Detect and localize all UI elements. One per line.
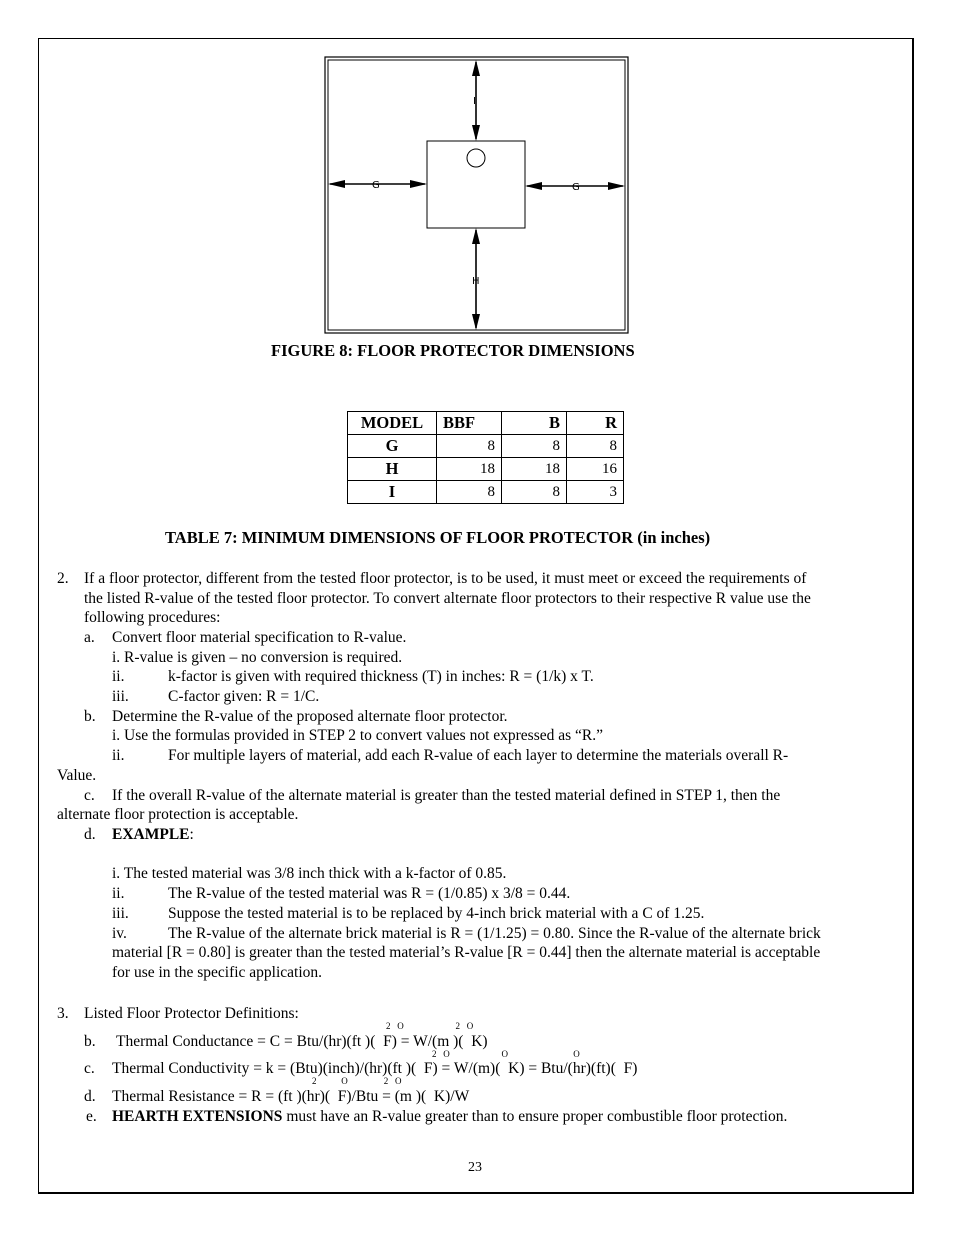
table-cell-model: G <box>348 435 437 458</box>
section-2-line: If a floor protector, different from the tested floor protector, is to be used, it must meet or exceed the requirements of <box>84 570 807 587</box>
hearth-extensions-term: HEARTH EXTENSIONS <box>112 1108 283 1125</box>
item-d-iii-num: iii. <box>112 905 129 922</box>
floor-protector-diagram <box>324 56 630 336</box>
table-row <box>348 481 624 504</box>
definition-e-label: e. <box>86 1108 97 1125</box>
item-c-line1: If the overall R-value of the alternate material is greater than the tested material defined in STEP 1, then the <box>112 787 781 804</box>
table-cell: 16 <box>567 458 624 481</box>
definition-c-superscripts: 2 O O O <box>432 1049 580 1059</box>
dimension-label-bottom: H <box>472 276 480 287</box>
item-a-text: Convert floor material specification to R-value. <box>112 629 407 646</box>
dimension-label-top: I <box>473 96 476 107</box>
item-b-text: Determine the R-value of the proposed alternate floor protector. <box>112 708 508 725</box>
table-cell-model: H <box>348 458 437 481</box>
item-b-ii-line1: For multiple layers of material, add each R-value of each layer to determine the materials overall R- <box>168 747 789 764</box>
table-caption: TABLE 7: MINIMUM DIMENSIONS OF FLOOR PROTECTOR (in inches) <box>165 528 711 547</box>
definition-c-text: Thermal Conductivity = k = (Btu)(inch)/(hr)(ft )( F) = W/(m)( K) = Btu/(hr)(ft)( F) <box>112 1060 638 1077</box>
definition-e-text: must have an R-value greater than to ensure proper combustible floor protection. <box>282 1108 788 1125</box>
dimension-label-left: G <box>372 180 380 191</box>
item-d-iv-line2: material [R = 0.80] is greater than the tested material’s R-value [R = 0.44] then the alternate material is acceptable <box>112 944 821 961</box>
item-a-iii-num: iii. <box>112 688 129 705</box>
item-b-ii-line2: Value. <box>57 767 97 784</box>
definition-b-text: Thermal Conductance = C = Btu/(hr)(ft )( F) = W/(m )( K) <box>116 1033 488 1050</box>
table-cell: 18 <box>437 458 502 481</box>
section-2-line: the listed R-value of the tested floor protector. To convert alternate floor protectors to their respective R value use the <box>84 590 811 607</box>
table-header: B <box>502 412 567 435</box>
definition-b-label: b. <box>84 1033 96 1050</box>
example-heading: EXAMPLE <box>112 826 190 843</box>
table-row <box>348 435 624 458</box>
definition-e <box>112 1107 787 1127</box>
table-header-row <box>348 412 624 435</box>
section-3-number: 3. <box>57 1005 69 1022</box>
item-a-ii-num: ii. <box>112 668 125 685</box>
item-d-ii: The R-value of the tested material was R = (1/0.85) x 3/8 = 0.44. <box>168 885 571 902</box>
definition-d-text: Thermal Resistance = R = (ft )(hr)( F)/Btu = (m )( K)/W <box>112 1088 470 1105</box>
dimensions-table <box>347 411 624 504</box>
table-cell: 8 <box>502 481 567 504</box>
section-2-line: following procedures: <box>84 609 221 626</box>
item-a-i: i. R-value is given – no conversion is required. <box>112 649 403 666</box>
item-d-i: i. The tested material was 3/8 inch thick with a k-factor of 0.85. <box>112 865 507 882</box>
table-cell: 18 <box>502 458 567 481</box>
item-d-iv-num: iv. <box>112 925 127 942</box>
item-d-iv-line3: for use in the specific application. <box>112 964 323 981</box>
item-c-line2: alternate floor protection is acceptable. <box>57 806 299 823</box>
item-b-label: b. <box>84 708 96 725</box>
definition-d-superscripts: 2 O 2 O <box>312 1076 402 1086</box>
item-a-ii: k-factor is given with required thickness (T) in inches: R = (1/k) x T. <box>168 668 594 685</box>
item-b-i: i. Use the formulas provided in STEP 2 to convert values not expressed as “R.” <box>112 727 604 744</box>
table-row <box>348 458 624 481</box>
item-d-heading <box>112 825 194 845</box>
example-colon: : <box>189 826 194 843</box>
table-cell-model: I <box>348 481 437 504</box>
table-cell: 8 <box>567 435 624 458</box>
table-cell: 8 <box>437 435 502 458</box>
figure-caption: FIGURE 8: FLOOR PROTECTOR DIMENSIONS <box>271 341 635 360</box>
item-a-iii: C-factor given: R = 1/C. <box>168 688 320 705</box>
definition-d-label: d. <box>84 1088 96 1105</box>
table-cell: 8 <box>502 435 567 458</box>
dimension-label-right: G <box>572 182 580 193</box>
definition-c-label: c. <box>84 1060 95 1077</box>
table-header: BBF <box>437 412 502 435</box>
table-header: R <box>567 412 624 435</box>
item-c-label: c. <box>84 787 95 804</box>
item-d-ii-num: ii. <box>112 885 125 902</box>
item-d-iii: Suppose the tested material is to be replaced by 4-inch brick material with a C of 1.25. <box>168 905 705 922</box>
definition-b-superscripts: 2 O 2 O <box>386 1021 474 1031</box>
table-cell: 8 <box>437 481 502 504</box>
table-header: MODEL <box>348 412 437 435</box>
item-d-label: d. <box>84 826 96 843</box>
item-a-label: a. <box>84 629 95 646</box>
section-3-title: Listed Floor Protector Definitions: <box>84 1005 299 1022</box>
page-number: 23 <box>468 1160 482 1175</box>
item-b-ii-num: ii. <box>112 747 125 764</box>
table-cell: 3 <box>567 481 624 504</box>
item-d-iv-line1: The R-value of the alternate brick material is R = (1/1.25) = 0.80. Since the R-value of the alternate brick <box>168 925 821 942</box>
section-2-number: 2. <box>57 570 69 587</box>
